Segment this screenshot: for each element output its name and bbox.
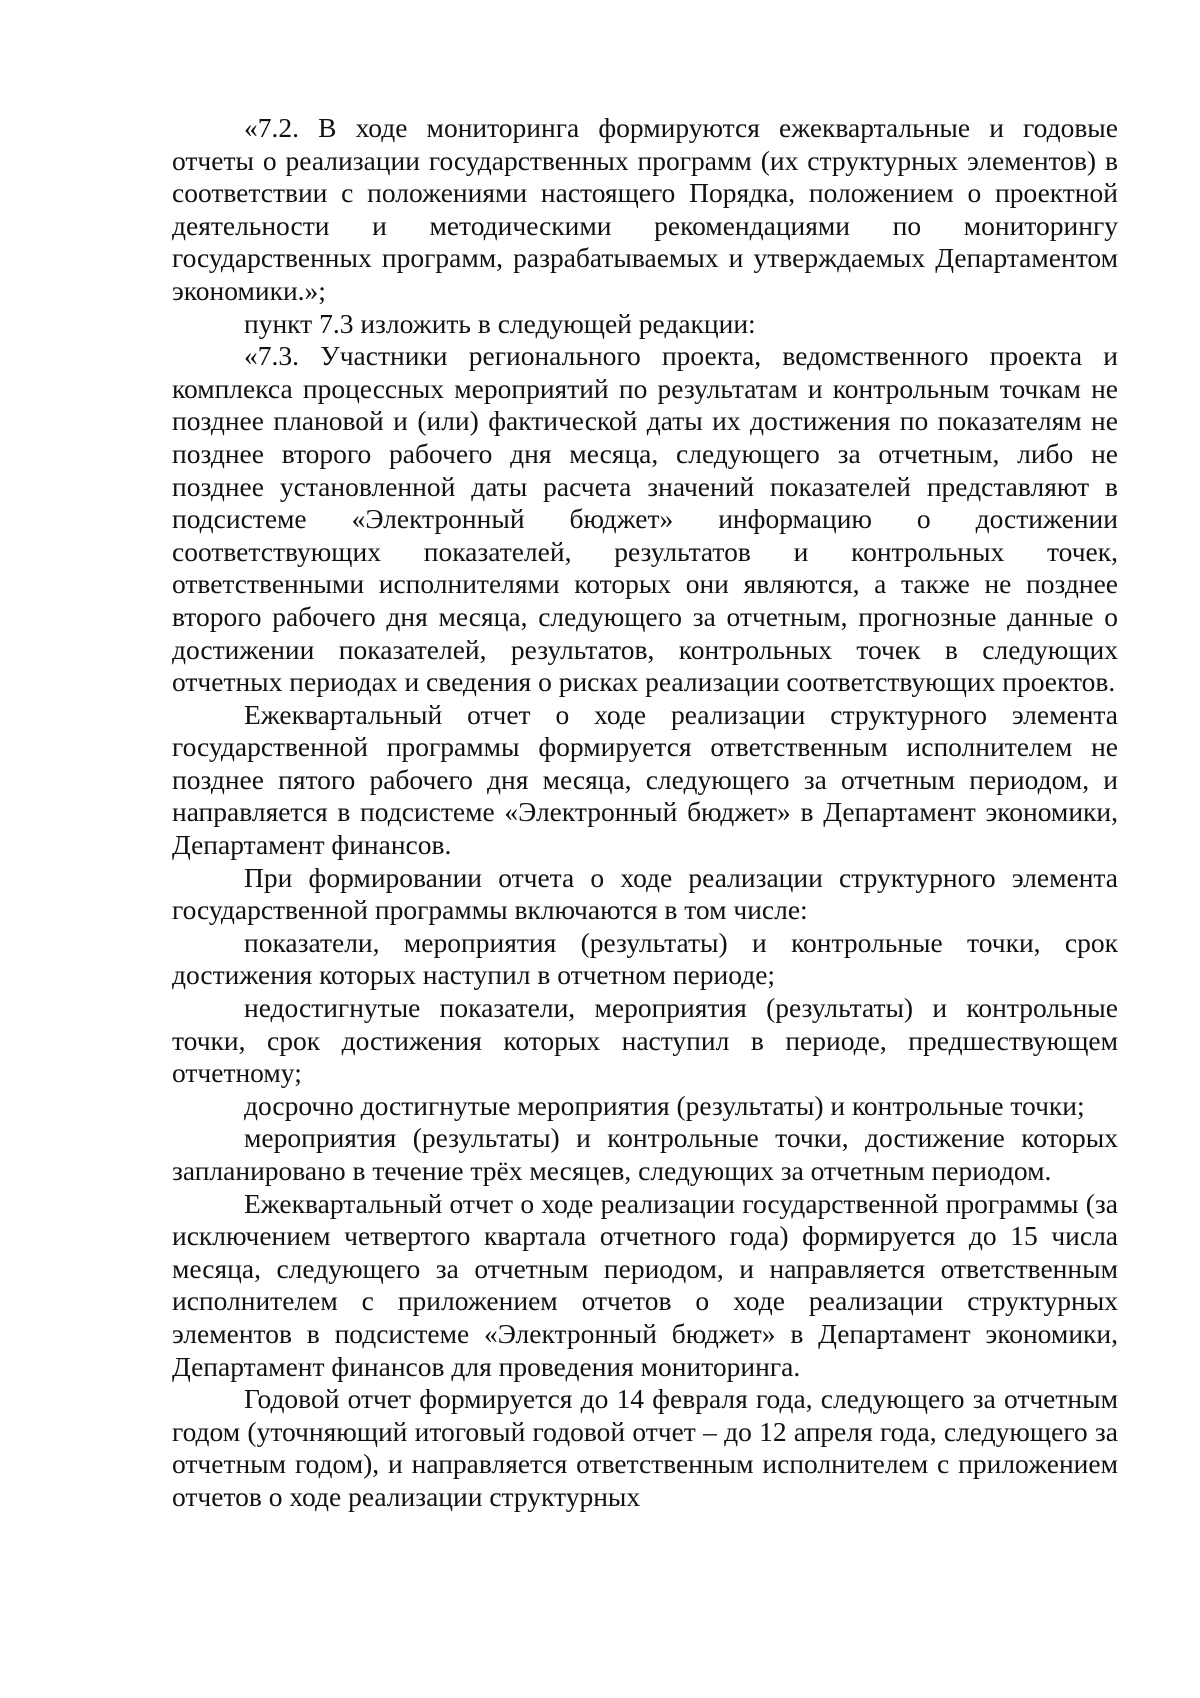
paragraph-7-2: «7.2. В ходе мониторинга формируются ежеквартальные и годовые отчеты о реализации государственных программ (их структурных элементов) в соответствии с положениями настоящего Порядка, положением о проектной деятельности и методическими рекомендациями по мониторингу государственных программ, разрабатываемых и утверждаемых Департаментом экономики.»; [172,112,1118,306]
paragraph-quarterly-program-report: Ежеквартальный отчет о ходе реализации государственной программы (за исключением четвертого квартала отчетного года) формируется до 15 числа месяца, следующего за отчетным периодом, и направляется ответственным исполнителем с приложением отчетов о ходе реализации структурных элементов в подсистеме «Электронный бюджет» в Департамент экономики, Департамент финансов для проведения мониторинга. [172,1187,1118,1382]
paragraph-quarterly-element-report: Ежеквартальный отчет о ходе реализации структурного элемента государственной программы формируется ответственным исполнителем не позднее пятого рабочего дня месяца, следующего за отчетным периодом, и направляется в подсистеме «Электронный бюджет» в Департамент экономики, Департамент финансов. [172,698,1118,861]
document-page [172,112,1118,1514]
paragraph-amend-7-3: пункт 7.3 изложить в следующей редакции: [244,307,756,339]
list-item-early-achieved: досрочно достигнутые мероприятия (результаты) и контрольные точки; [244,1089,1085,1121]
paragraph-7-3: «7.3. Участники регионального проекта, ведомственного проекта и комплекса процессных мероприятий по результатам и контрольным точкам не позднее плановой и (или) фактической даты их достижения по показателям не позднее второго рабочего дня месяца, следующего за отчетным, либо не позднее установленной даты расчета значений показателей представляют в подсистеме «Электронный бюджет» информацию о достижении соответствующих показателей, результатов и контрольных точек, ответственными исполнителями которых они являются, а также не позднее второго рабочего дня месяца, следующего за отчетным, прогнозные данные о достижении показателей, результатов, контрольных точек в следующих отчетных периодах и сведения о рисках реализации соответствующих проектов. [172,340,1118,698]
list-item-planned: мероприятия (результаты) и контрольные точки, достижение которых запланировано в течение трёх месяцев, следующих за отчетным периодом. [172,1122,1118,1186]
paragraph-report-contents: При формировании отчета о ходе реализации структурного элемента государственной программы включаются в том числе: [172,861,1118,926]
paragraph-annual-report: Годовой отчет формируется до 14 февраля года, следующего за отчетным годом (уточняющий итоговый годовой отчет – до 12 апреля года, следующего за отчетным годом), и направляется ответственным исполнителем с приложением отчетов о ходе реализации структурных [172,1383,1118,1512]
list-item-not-achieved: недостигнутые показатели, мероприятия (результаты) и контрольные точки, срок достижения которых наступил в периоде, предшествующем отчетному; [172,992,1118,1089]
list-item-achieved: показатели, мероприятия (результаты) и контрольные точки, срок достижения которых наступил в отчетном периоде; [172,926,1118,991]
